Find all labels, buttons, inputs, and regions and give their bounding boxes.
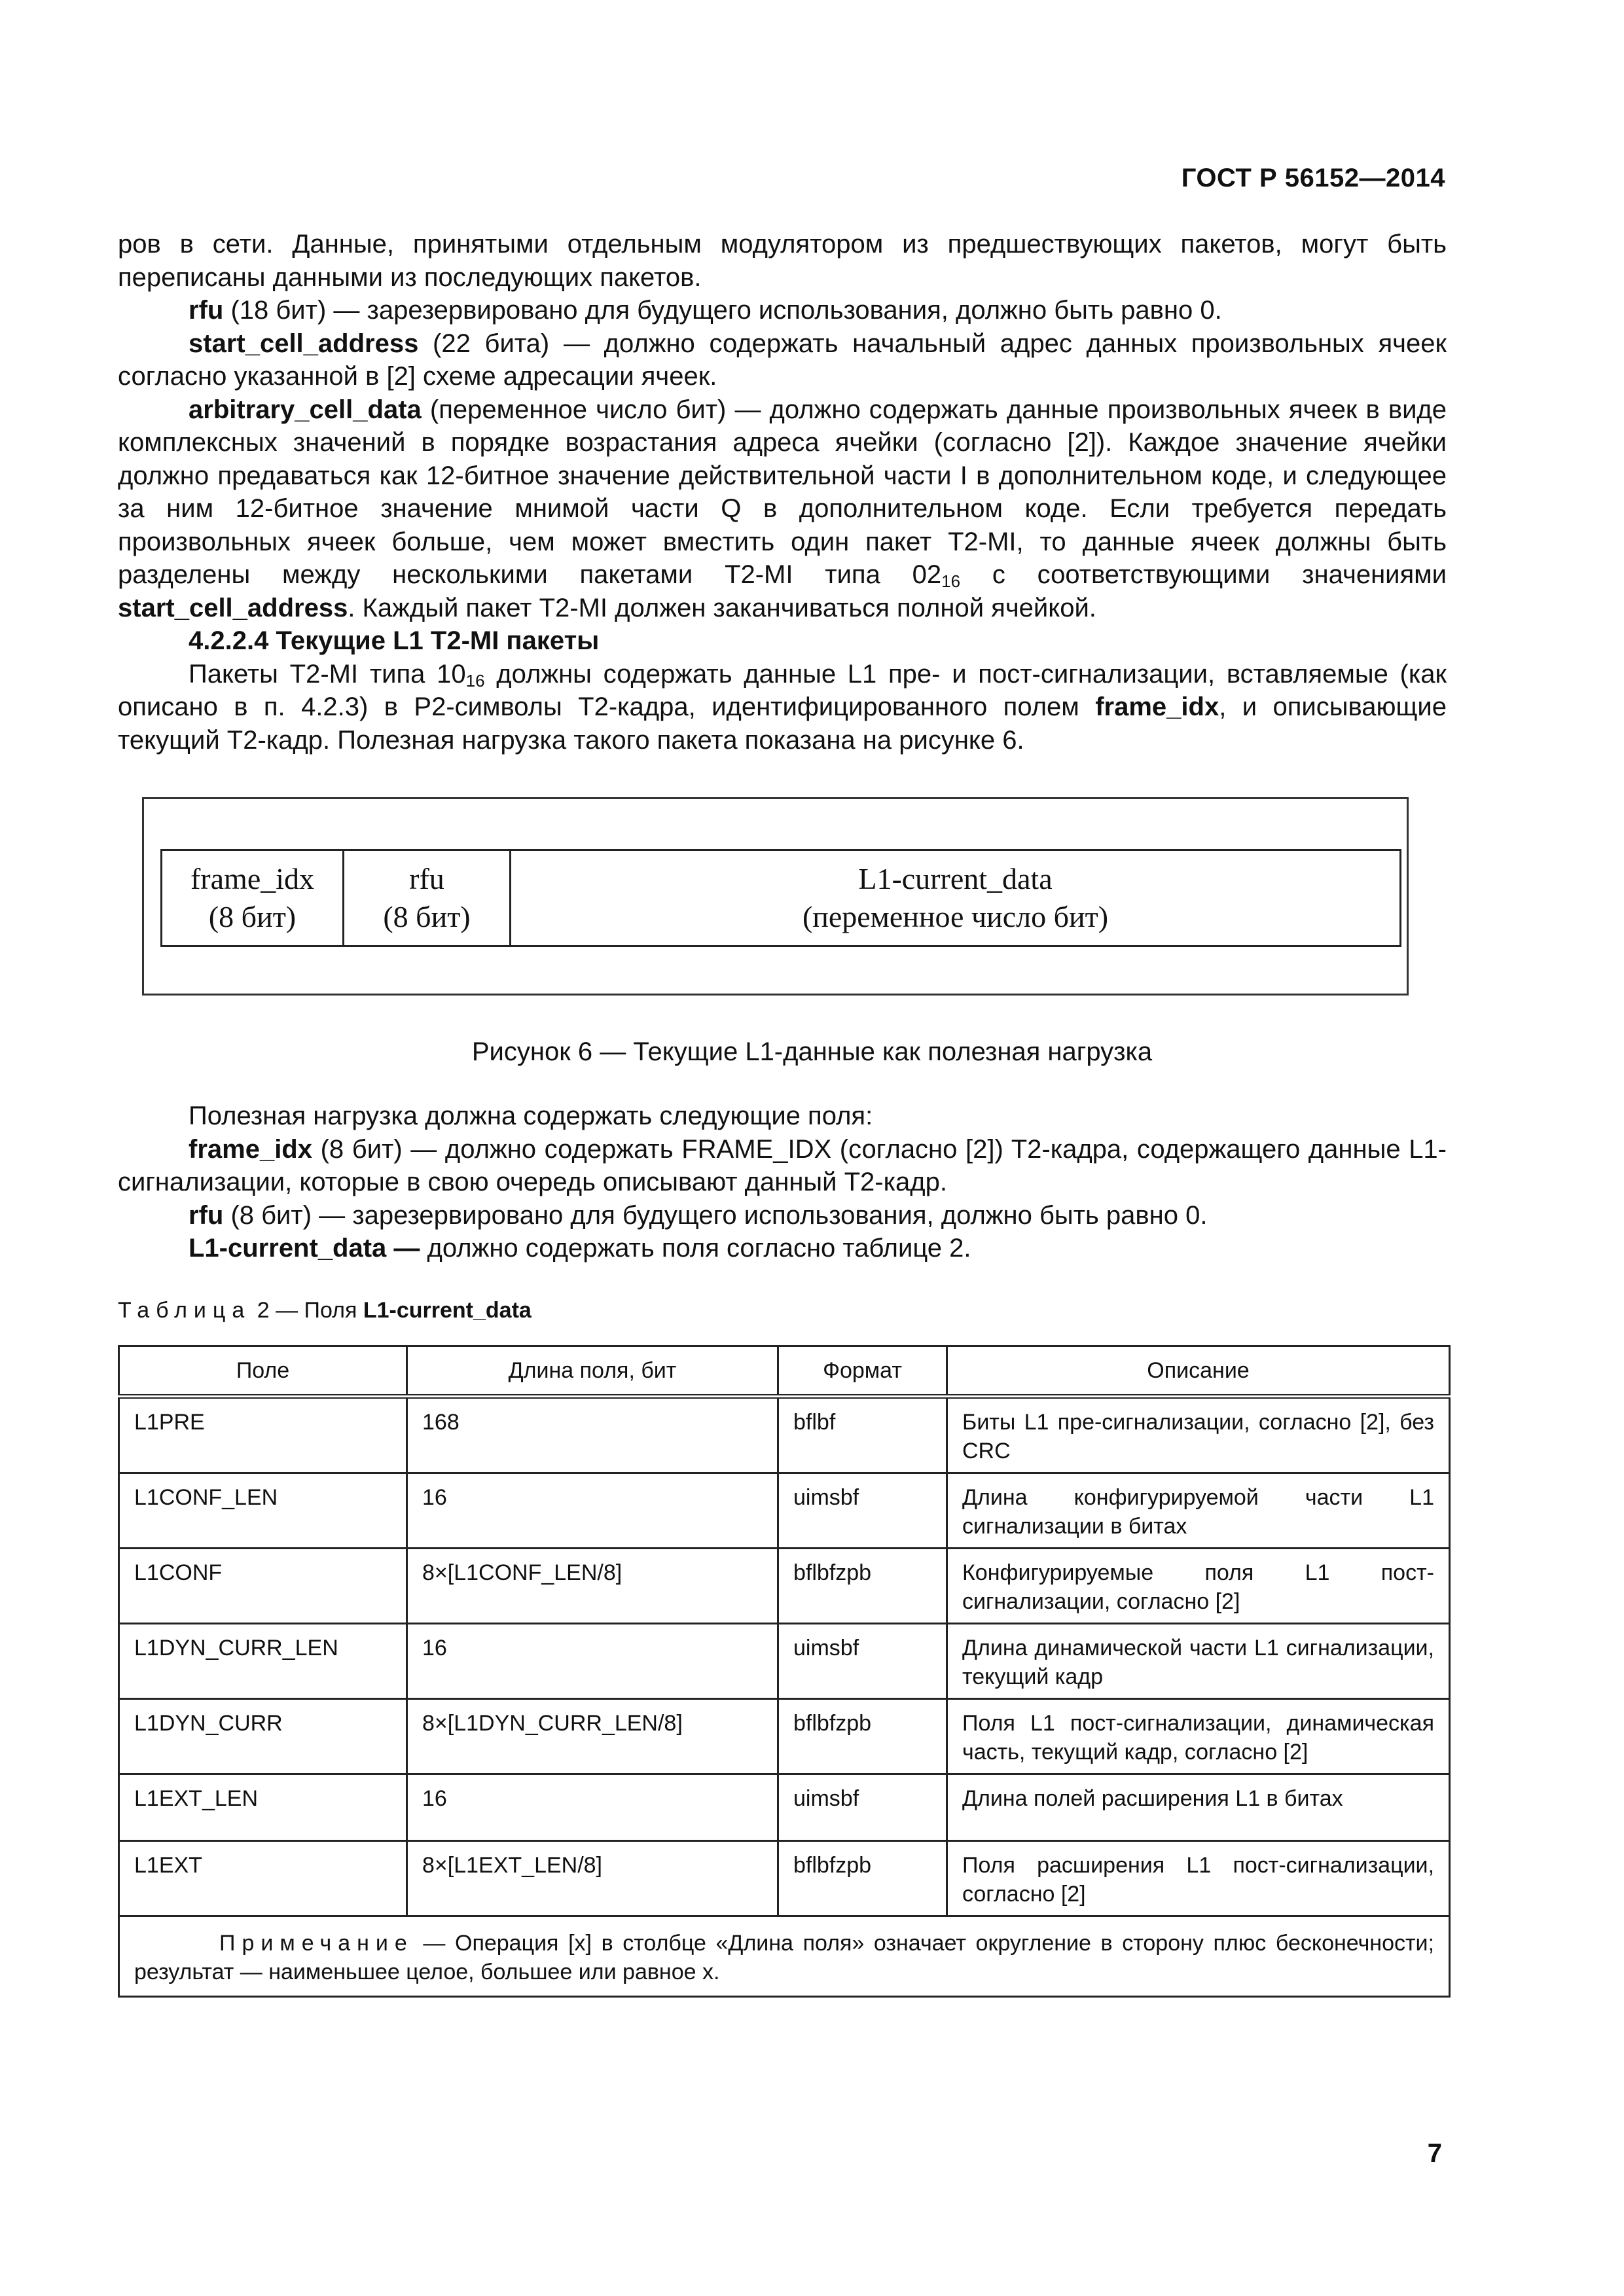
term-rfu-2: rfu: [189, 1200, 224, 1230]
cell-description: Длина конфигурируемой части L1 сигнализации в битах: [947, 1473, 1450, 1549]
figure-cell-name: L1-current_data: [858, 862, 1053, 895]
column-header-description: Описание: [947, 1346, 1450, 1397]
note-text: — Операция [x] в столбце «Длина поля» означает округление в сторону плюс бесконечности; результат — наименьшее целое, большее или равное x.: [134, 1931, 1434, 1984]
arb-text-c: . Каждый пакет T2-MI должен заканчиваться полной ячейкой.: [348, 593, 1096, 622]
fields-table: [118, 1345, 1451, 1998]
cell-format: uimsbf: [778, 1774, 947, 1841]
figure-cell-l1-current-data: [511, 851, 1399, 945]
rfu-8-description: (8 бит) — зарезервировано для будущего использования, должно быть равно 0.: [223, 1200, 1208, 1230]
page-number: 7: [1427, 2139, 1442, 2168]
figure-cell-size: (8 бит): [383, 900, 471, 933]
cell-description: Поля расширения L1 пост-сигнализации, согласно [2]: [947, 1841, 1450, 1916]
rfu-description: (18 бит) — зарезервировано для будущего использования, должно быть равно 0.: [223, 296, 1222, 325]
cell-length: 16: [407, 1774, 778, 1841]
figure-payload-structure: [160, 849, 1401, 947]
cell-field: L1CONF_LEN: [119, 1473, 407, 1549]
paragraph-rfu-8: [118, 1199, 1447, 1232]
term-start-cell-address: start_cell_address: [189, 329, 419, 358]
l1-current-data-description: должно содержать поля согласно таблице 2.: [420, 1234, 971, 1263]
paragraph-l1-current-data: [118, 1232, 1447, 1265]
table-title: [118, 1298, 532, 1323]
cell-length: 16: [407, 1624, 778, 1699]
figure-cell-name: rfu: [409, 862, 444, 895]
cell-length: 16: [407, 1473, 778, 1549]
cell-field: L1DYN_CURR_LEN: [119, 1624, 407, 1699]
figure-cell-size: (8 бит): [208, 900, 297, 933]
paragraph-start-cell-address: [118, 327, 1447, 393]
term-arbitrary-cell-data: arbitrary_cell_data: [189, 395, 422, 424]
arb-text-b: с соответствующими значениями: [960, 560, 1447, 589]
frame-idx-description: (8 бит) — должно содержать FRAME_IDX (согласно [2]) T2-кадра, содержащего данные L1-сигнализации, которые в свою очередь описывают данный T2-кадр.: [118, 1134, 1447, 1196]
cell-format: bflbfzpb: [778, 1699, 947, 1774]
term-start-cell-address-2: start_cell_address: [118, 593, 348, 622]
cell-format: bflbfzpb: [778, 1549, 947, 1624]
cell-field: L1CONF: [119, 1549, 407, 1624]
cell-length: 8×[L1CONF_LEN/8]: [407, 1549, 778, 1624]
cell-length: 8×[L1DYN_CURR_LEN/8]: [407, 1699, 778, 1774]
cell-format: uimsbf: [778, 1473, 947, 1549]
cell-format: bflbfzpb: [778, 1841, 947, 1916]
cell-length: 168: [407, 1397, 778, 1473]
paragraph-arbitrary-cell-data: [118, 393, 1447, 625]
cell-description: Длина полей расширения L1 в битах: [947, 1774, 1450, 1841]
cell-description: Длина динамической части L1 сигнализации, текущий кадр: [947, 1624, 1450, 1699]
section-heading: 4.2.2.4 Текущие L1 T2-MI пакеты: [189, 626, 600, 655]
table-title-rest: 2 — Поля: [251, 1298, 363, 1323]
table-row: [119, 1397, 1450, 1473]
figure-cell-frame-idx: [162, 851, 344, 945]
cell-field: L1EXT: [119, 1841, 407, 1916]
figure-cell-name: frame_idx: [190, 862, 315, 895]
term-frame-idx-2: frame_idx: [189, 1134, 312, 1164]
table-label: Таблица: [118, 1298, 251, 1323]
cell-field: L1PRE: [119, 1397, 407, 1473]
figure-cell-size: (переменное число бит): [802, 900, 1109, 933]
table-row: [119, 1473, 1450, 1549]
term-rfu: rfu: [189, 296, 224, 325]
section-text-a: Пакеты T2-MI типа 10: [189, 659, 466, 689]
column-header-length: Длина поля, бит: [407, 1346, 778, 1397]
term-frame-idx: frame_idx: [1095, 692, 1219, 721]
subscript-16-b: 16: [465, 670, 485, 691]
cell-description: Поля L1 пост-сигнализации, динамическая часть, текущий кадр, согласно [2]: [947, 1699, 1450, 1774]
cell-length: 8×[L1EXT_LEN/8]: [407, 1841, 778, 1916]
table-note: [119, 1916, 1450, 1997]
column-header-format: Формат: [778, 1346, 947, 1397]
section-text-c: , и описывающие текущий T2-кадр. Полезная нагрузка такого пакета показана на рисунке 6.: [118, 692, 1447, 755]
cell-description: Биты L1 пре-сигнализации, согласно [2], без CRC: [947, 1397, 1450, 1473]
document-code: ГОСТ Р 56152—2014: [1181, 164, 1445, 192]
term-l1-current-data: L1-current_data —: [189, 1234, 420, 1263]
payload-intro: Полезная нагрузка должна содержать следующие поля:: [189, 1102, 873, 1130]
table-row: [119, 1624, 1450, 1699]
figure-cell-rfu: [344, 851, 511, 945]
table-row: [119, 1699, 1450, 1774]
figure-caption: Рисунок 6 — Текущие L1-данные как полезная нагрузка: [471, 1037, 1153, 1066]
cell-description: Конфигурируемые поля L1 пост-сигнализации, согласно [2]: [947, 1549, 1450, 1624]
body-text-after-figure: [118, 1100, 1447, 1265]
table-note-row: [119, 1916, 1450, 1997]
table-row: [119, 1774, 1450, 1841]
paragraph-rfu-18: [118, 294, 1447, 327]
cell-field: L1EXT_LEN: [119, 1774, 407, 1841]
paragraph-continuation: ров в сети. Данные, принятыми отдельным модулятором из предшествующих пакетов, могут быть переписаны данными из последующих пакетов.: [118, 230, 1447, 292]
subscript-16: 16: [941, 571, 961, 591]
cell-format: uimsbf: [778, 1624, 947, 1699]
start-cell-description: (22 бита) — должно содержать начальный адрес данных произвольных ячеек согласно указанной в [2] схеме адресации ячеек.: [118, 329, 1447, 391]
arb-text-a: (переменное число бит) — должно содержать данные произвольных ячеек в виде комплексных значений в порядке возрастания адреса ячейки (согласно [2]). Каждое значение ячейки должно предаваться как 12-битное значение действительной части I в дополнительном коде, и следующее за ним 12-битное значение мнимой части Q в дополнительном коде. Если требуется передать произвольных ячеек больше, чем может вместить один пакет T2-MI, то данные ячеек должны быть разделены между несколькими пакетами T2-MI типа 02: [118, 395, 1447, 589]
cell-field: L1DYN_CURR: [119, 1699, 407, 1774]
paragraph-frame-idx: [118, 1133, 1447, 1199]
table-row: [119, 1841, 1450, 1916]
column-header-field: Поле: [119, 1346, 407, 1397]
section-paragraph: [118, 658, 1447, 757]
table-row: [119, 1549, 1450, 1624]
note-label: Примечание: [219, 1931, 414, 1956]
cell-format: bflbf: [778, 1397, 947, 1473]
table-header-row: [119, 1346, 1450, 1397]
body-text-top: [118, 228, 1447, 757]
section-text-b: должны содержать данные L1 пре- и пост-сигнализации, вставляемые (как описано в п. 4.2.3) в P2-символы T2-кадра, идентифицированного полем: [118, 659, 1447, 721]
table-title-term: L1-current_data: [363, 1298, 532, 1323]
